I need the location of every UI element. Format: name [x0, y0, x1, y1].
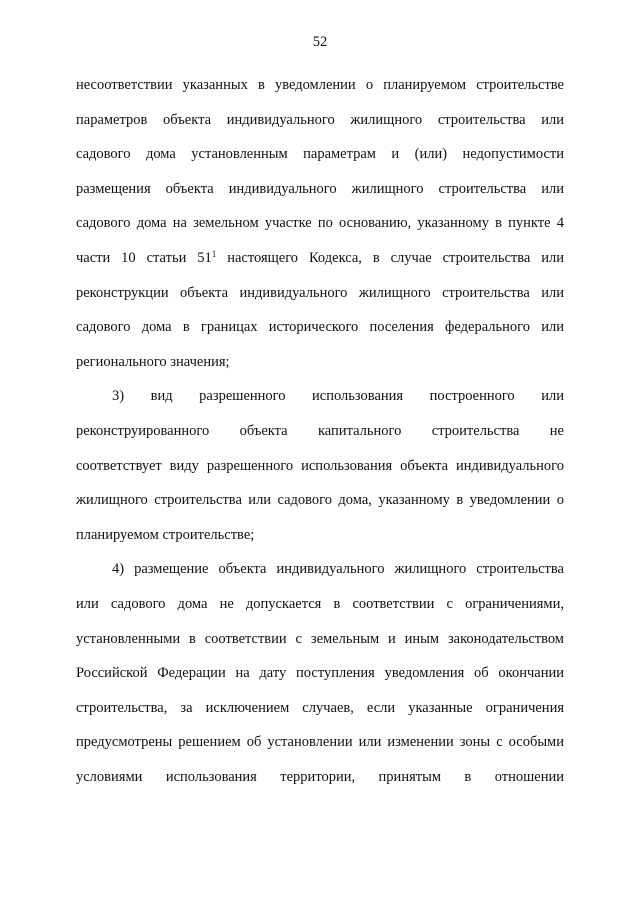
text-line-with-superscript [76, 241, 564, 276]
paragraph-3-line: 3) вид разрешенного использования построенного или [112, 388, 564, 405]
text-line: Российской Федерации на дату поступления уведомления об окончании [76, 665, 564, 682]
paragraph-4-line: 4) размещение объекта индивидуального жилищного строительства [112, 561, 564, 578]
text-line: планируемом строительстве; [76, 526, 255, 543]
text-line: параметров объекта индивидуального жилищного строительства или [76, 111, 564, 128]
text-fragment: настоящего Кодекса, в случае строительства или [216, 249, 564, 266]
text-line: жилищного строительства или садового дома, указанному в уведомлении о [76, 492, 564, 509]
text-line: или садового дома не допускается в соответствии с ограничениями, [76, 595, 564, 612]
text-line: садового дома в границах исторического поселения федерального или [76, 319, 564, 336]
text-line: регионального значения; [76, 353, 230, 370]
text-line: соответствует виду разрешенного использования объекта индивидуального [76, 457, 564, 474]
text-line: садового дома установленным параметрам и (или) недопустимости [76, 146, 564, 163]
document-body [76, 68, 564, 794]
text-line: установленными в соответствии с земельным и иным законодательством [76, 630, 564, 647]
page-number: 52 [312, 34, 328, 50]
article-reference: части 10 статьи 51 [76, 249, 212, 266]
text-line: предусмотрены решением об установлении или изменении зоны с особыми [76, 734, 564, 751]
text-line: несоответствии указанных в уведомлении о планируемом строительстве [76, 77, 564, 93]
text-line: размещения объекта индивидуального жилищного строительства или [76, 180, 564, 197]
text-line: строительства, за исключением случаев, если указанные ограничения [76, 699, 564, 716]
superscript: 1 [211, 248, 217, 259]
text-line: садового дома на земельном участке по основанию, указанному в пункте 4 [76, 215, 564, 232]
text-line: реконструированного объекта капитального строительства не [76, 422, 564, 439]
text-line: условиями использования территории, принятым в отношении [76, 768, 564, 785]
text-line: реконструкции объекта индивидуального жилищного строительства или [76, 284, 564, 301]
